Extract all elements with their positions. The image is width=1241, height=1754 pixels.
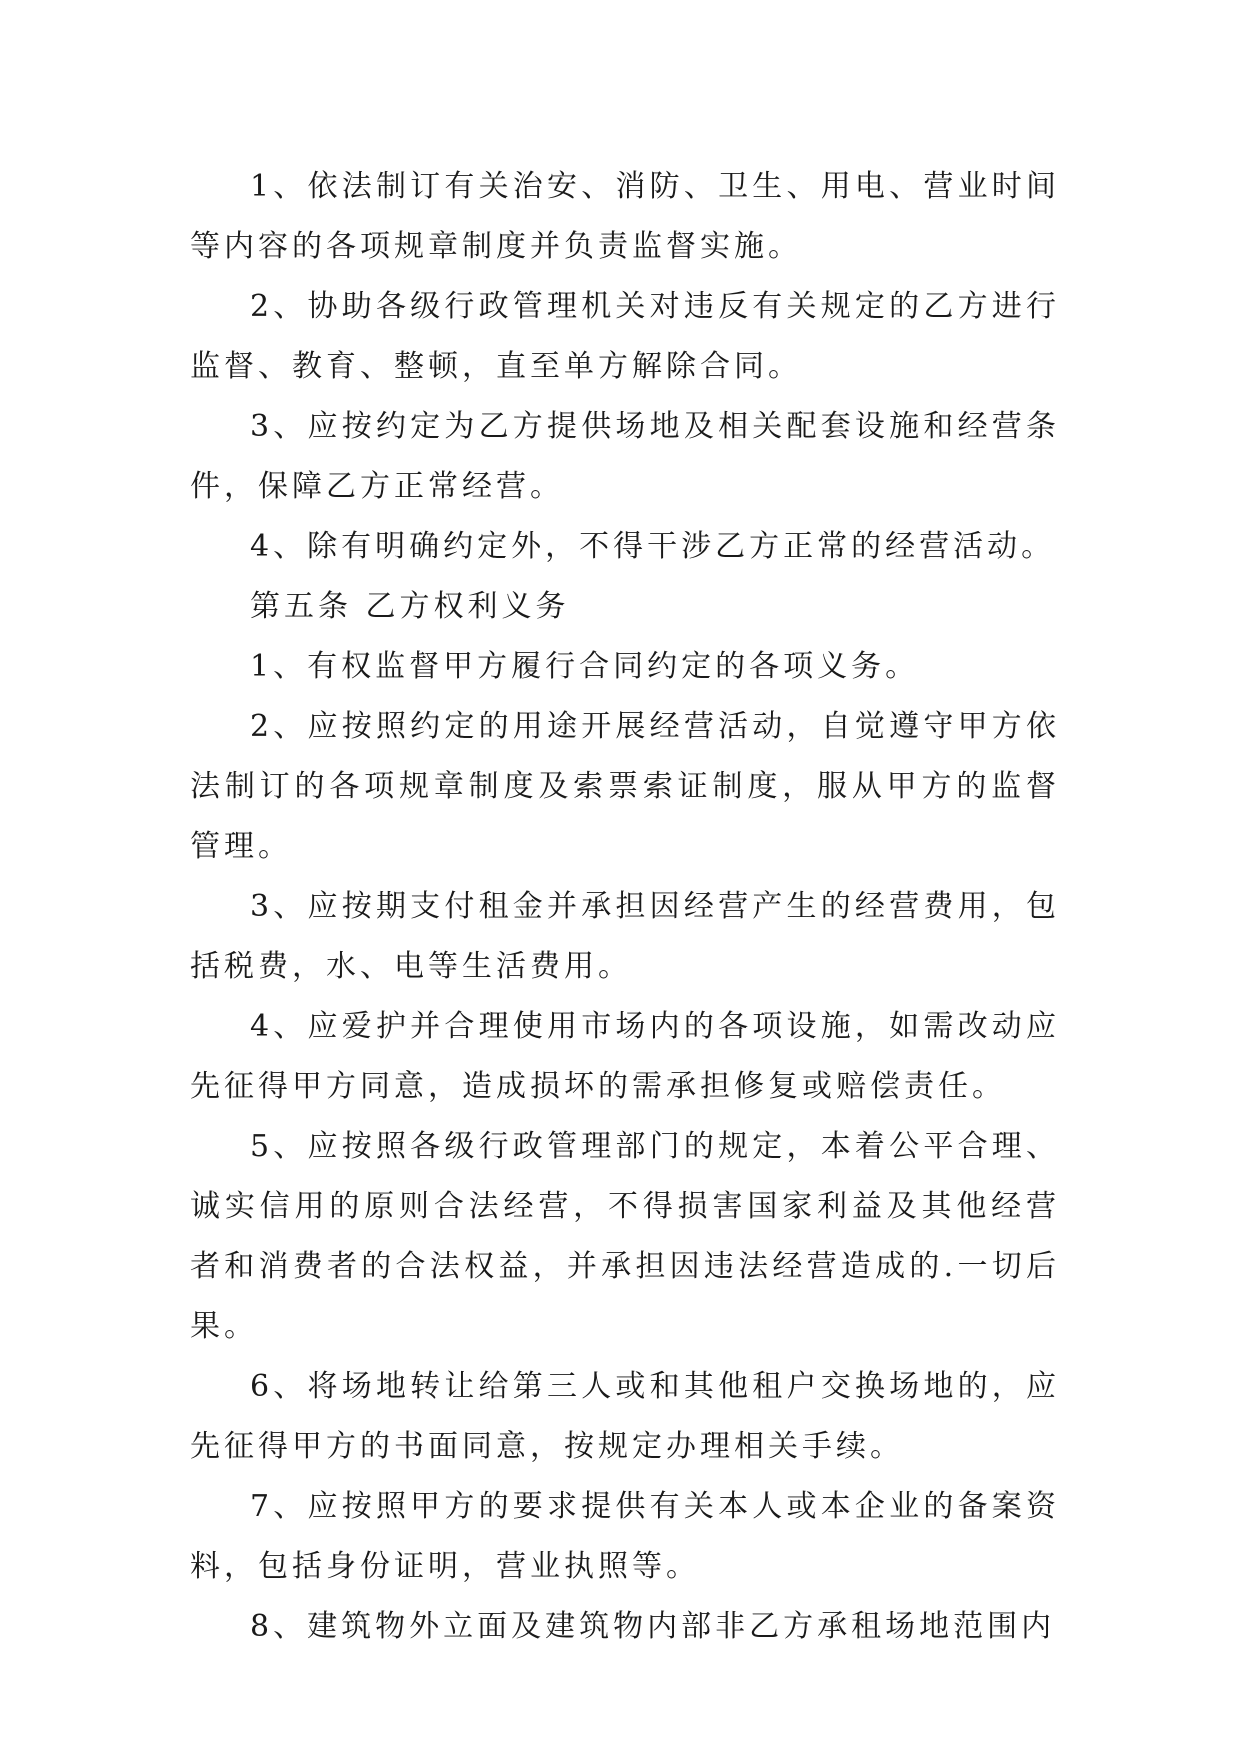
paragraph-4: 4、除有明确约定外，不得干涉乙方正常的经营活动。 bbox=[250, 529, 1056, 564]
paragraph-7: 2、应按照约定的用途开展经营活动，自觉遵守甲方依法制订的各项规章制度及索票索证制度，服从甲方的监督管理。 bbox=[190, 709, 1060, 864]
document-page bbox=[190, 157, 1060, 1657]
paragraph-3: 3、应按约定为乙方提供场地及相关配套设施和经营条件，保障乙方正常经营。 bbox=[190, 409, 1060, 504]
paragraph-8: 3、应按期支付租金并承担因经营产生的经营费用，包括税费，水、电等生活费用。 bbox=[190, 889, 1060, 984]
paragraph-12: 7、应按照甲方的要求提供有关本人或本企业的备案资料，包括身份证明，营业执照等。 bbox=[190, 1489, 1060, 1584]
paragraph-10: 5、应按照各级行政管理部门的规定，本着公平合理、诚实信用的原则合法经营，不得损害国家利益及其他经营者和消费者的合法权益，并承担因违法经营造成的.一切后果。 bbox=[190, 1129, 1060, 1344]
section-heading: 第五条 乙方权利义务 bbox=[250, 589, 570, 624]
paragraph-6: 1、有权监督甲方履行合同约定的各项义务。 bbox=[250, 649, 920, 684]
paragraph-9: 4、应爱护并合理使用市场内的各项设施，如需改动应先征得甲方同意，造成损坏的需承担修复或赔偿责任。 bbox=[190, 1009, 1060, 1104]
paragraph-1: 1、依法制订有关治安、消防、卫生、用电、营业时间等内容的各项规章制度并负责监督实施。 bbox=[190, 169, 1060, 264]
paragraph-11: 6、将场地转让给第三人或和其他租户交换场地的，应先征得甲方的书面同意，按规定办理相关手续。 bbox=[190, 1369, 1060, 1464]
paragraph-2: 2、协助各级行政管理机关对违反有关规定的乙方进行监督、教育、整顿，直至单方解除合同。 bbox=[190, 289, 1060, 384]
paragraph-13: 8、建筑物外立面及建筑物内部非乙方承租场地范围内 bbox=[250, 1609, 1056, 1644]
